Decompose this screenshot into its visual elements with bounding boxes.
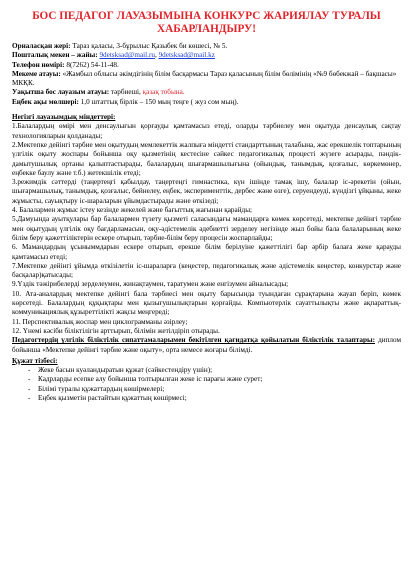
position-row [12, 88, 401, 97]
position-value: тәрбиеші, [110, 88, 141, 97]
position-label: Уақытша бос лауазым атауы: [12, 88, 110, 97]
page-title: БОС ПЕДАГОГ ЛАУАЗЫМЫНА КОНКУРС ЖАРИЯЛАУ ТУРАЛЫ ХАБАРЛАНДЫРУ! [32, 10, 381, 35]
address-label: Орналасқан жері: [12, 42, 71, 50]
duties-heading: Негізгі лауазымдық міндеттері: [12, 113, 116, 122]
documents-list [12, 366, 401, 403]
documents-heading: Құжат тізбесі: [12, 356, 58, 365]
employer-label: Мекеме атауы: [12, 69, 61, 78]
duty-item: 11. Перспективалық жоспар мен циклограмманы әзірлеу; [12, 317, 188, 326]
duty-item: 4. Балалармен жұмыс істеу кезінде жекелей және бағыттық жағынан қарайды; [12, 206, 253, 215]
address-row [12, 42, 401, 51]
employer-value: «Жамбыл облысы әкімдігінің білім басқармасы Тараз қаласының білім бөлімінің «№9 бөбекжай – бақшасы» МКҚК. [12, 69, 397, 88]
address-value: Тараз қаласы, 3-бұрылыс Қазыбек би көшесі, № 5. [72, 42, 228, 50]
email-separator: , [154, 51, 157, 60]
phone-row [12, 61, 401, 70]
email-label: Пошталық мекен – жайы: [12, 51, 98, 60]
duty-item: 10. Ата-аналардың мектепке дейінгі бала тәрбиесі мен оқыту барысында туындаған сұрақтарына жауап беріп, көмек көрсетеді. Балалардың құқықтары мен қызығушылықтарын қорғайды. Компьютерлік сауаттылықты және ақпараттық-коммуникациялық құзыреттілікті жақсы меңгереді; [12, 289, 401, 317]
email-link-kz[interactable]: 9detsksad@mail.kz [158, 51, 215, 60]
duty-item: 12. Үнемі кәсіби біліктілігін арттырып, білімін жетілдіріп отырады. [12, 326, 220, 335]
duty-item: 6. Мамандардың ұсыныммдарын ескере отырып, ерекше білім берілуіне қажеттілігі бар әрбір балаға жеке қарауды қамтамасыз етеді; [12, 243, 401, 261]
phone-label: Телефон нөмірі: [12, 60, 65, 69]
salary-value: 1,0 штаттық бірлік – 150 мың теңге ( жуз сом мың). [80, 97, 239, 106]
document-item: - Білімі туралы құжаттардың көшірмелері; [38, 385, 401, 394]
position-group: қазақ тобына. [142, 88, 185, 97]
phone-value: 8(7262) 54-11-48. [66, 60, 119, 69]
qualification-text: диплом бойынша «Мектепке дейінгі тәрбие және оқыту», орта немесе жоғары білімді. [12, 336, 402, 354]
document-item: - Еңбек қызметін растайтын құжаттың көшірмесі; [38, 394, 401, 403]
duty-item: 1.Балалардың өмірі мен денсаулығын қорғауды қамтамасыз етеді, оларды тәрбиелеу мен оқытуда денсаулық сақтау технологияларын қолданады; [12, 122, 401, 140]
qualification-block [12, 336, 401, 355]
duty-item: 7.Мектепке дейінгі ұйымда өткізілетін іс-шараларға (кеңестер, педагогикалық және әдістемелік кеңестер, конкурстар және басқалар)қатысады; [12, 261, 401, 280]
duty-item: 3.режимдік сәттерді (таңертеңгі қабылдау, таңертеңгі гимнастика, күн ішінде тамақ ішу, балалар іс-әрекетін (ойын, шығармашылық, танымдық, қозғалыс, бейнелеу, еңбек, эксперименттік, дербес және өзге), серуендеуді, күндізгі ұйқыны, жеке жұмысты, сауықтыру іс-шараларын ұйымдастырады және өткізеді; [12, 178, 401, 205]
document-item: - Жеке басын куәландыратын құжат (сәйкестендіру үшін); [38, 366, 401, 375]
email-link-ru[interactable]: 9detsksad@mail.ru [99, 51, 155, 60]
duty-item: 5.Дамуында ауытқулары бар балалармен түзету қызметі саласындағы мамандарға көмек көрсетеді, мектепке дейінгі тәрбие мен оқытудың үлгілік оқу бағдарламасын, оқу-әдістемелік әдебиетті зерделеу негізінде жыл бойы бала балаларының жеке білім беру қажеттіліктерін ескере отырып, тәрбие-білім беру процесін жоспарлайды; [12, 215, 401, 242]
duties-list [12, 122, 401, 336]
email-row [12, 51, 401, 60]
qualification-heading: Педагогтердің үлгілік біліктілік сипаттамаларымен бекітілген қағидатқа қойылатын біліктілік талаптары: [12, 336, 375, 345]
duty-item: 2.Мектепке дейінгі тәрбие мен оқытудың мемлекеттік жалпыға міндетті стандарттының талабына, жас ерекшелік топтарының үлгілік оқыту жоспары бойынша оқу қызметінің кестесіне сәйкес педагогикалық процесті жүзеге асырады, пәндік-дамытушылық ортаны қалыптастырады, балалардың шығармашылығына (ойындық, танымдық, қозғалыс, көркемөнер, еңбекке баулу және т.б.) жетекшілік етеді; [12, 140, 401, 177]
employer-row [12, 70, 401, 89]
duty-item: 9.Үздік тәжірибелерді зерделеумен, жинақтаумен, таратумен және енгізумен айналысады; [12, 280, 289, 289]
salary-row [12, 98, 401, 107]
salary-label: Еңбек ақы мөлшері: [12, 97, 79, 106]
document-item: - Кадрларды есепке алу бойынша толтырылған жеке іс парағы және сурет; [38, 375, 401, 384]
